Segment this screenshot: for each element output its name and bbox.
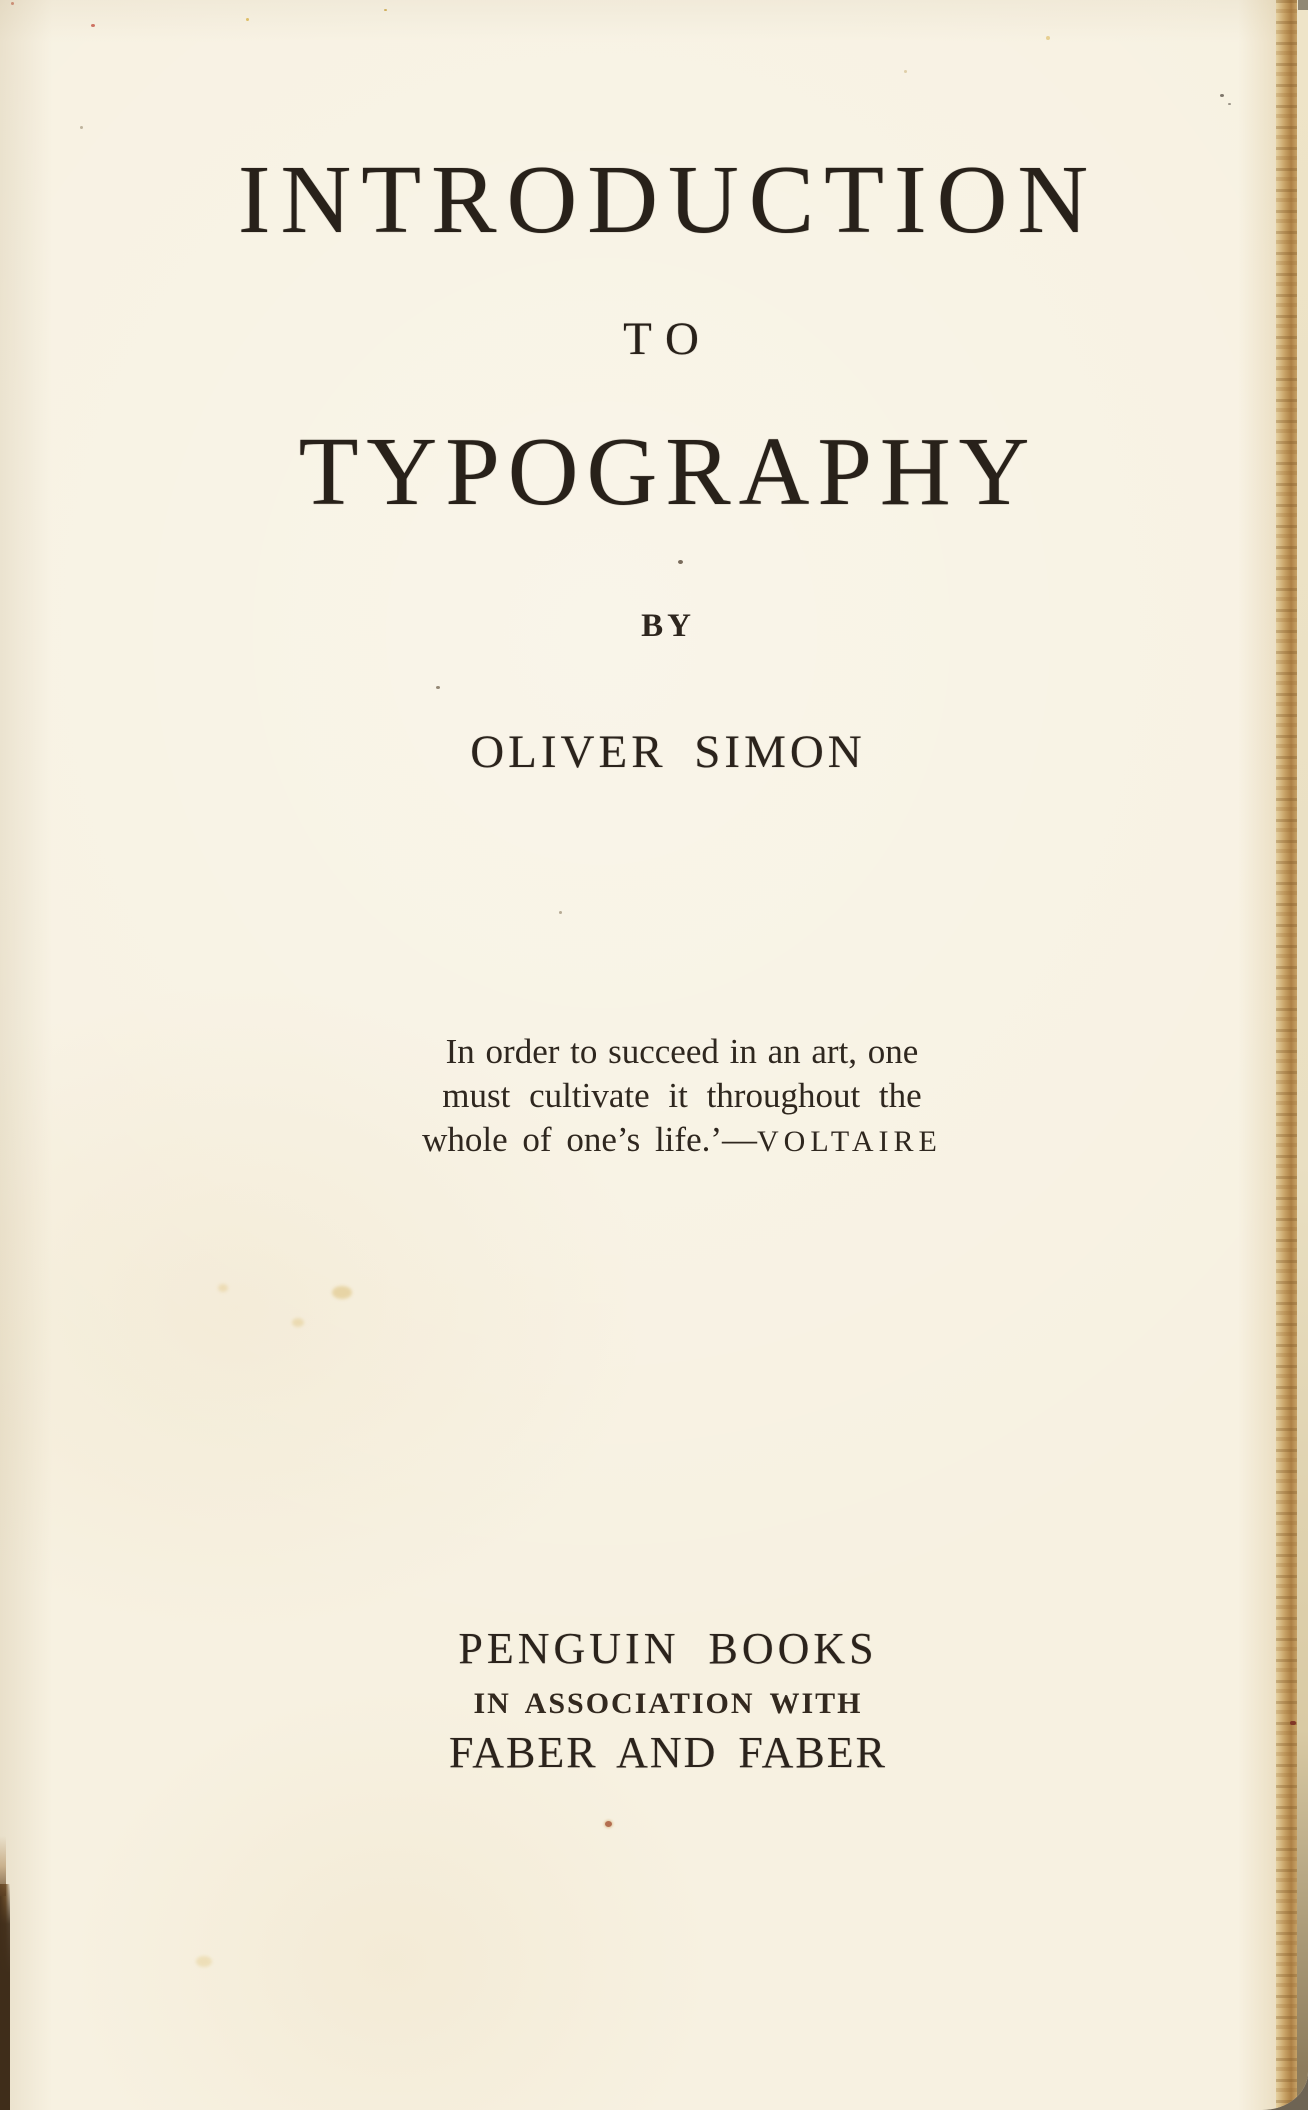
paper-speck <box>91 24 95 27</box>
foxing-spot <box>292 1318 304 1327</box>
paper-speck <box>1046 36 1050 40</box>
page-deckle-edge <box>1276 0 1297 2110</box>
page-edge-shadow <box>1238 0 1278 2110</box>
foxing-spot <box>218 1284 228 1292</box>
paper-speck <box>384 9 387 11</box>
paper-speck <box>246 18 249 21</box>
publisher-line-3: FABER AND FABER <box>448 1728 887 1777</box>
quote-attribution: VOLTAIRE <box>757 1125 942 1158</box>
foxing-spot <box>196 1956 212 1967</box>
paper-speck <box>11 2 14 5</box>
underlying-page-edge <box>1297 0 1308 2110</box>
quote-line-3-text: whole of one’s life.’— <box>422 1120 758 1159</box>
page-title-line-1: INTRODUCTION <box>237 146 1099 254</box>
paper-speck <box>1228 103 1231 105</box>
paper-speck <box>559 911 562 914</box>
paper-speck <box>904 70 907 73</box>
page-title-line-2: TO <box>623 313 713 365</box>
paper-speck <box>678 560 683 564</box>
paper-speck <box>605 1821 612 1827</box>
paper-speck <box>436 686 440 689</box>
publisher-line-2: IN ASSOCIATION WITH <box>473 1687 863 1720</box>
bottom-left-edge-smear <box>0 1836 6 1896</box>
bottom-left-gutter-edge <box>0 1884 10 2110</box>
page-title-line-3: TYPOGRAPHY <box>298 418 1038 526</box>
paper-speck <box>1290 1721 1296 1725</box>
byline-label: BY <box>641 608 695 644</box>
epigraph-quote <box>56 1030 1308 1164</box>
foxing-spot <box>332 1286 352 1299</box>
publisher-line-1: PENGUIN BOOKS <box>458 1624 878 1673</box>
quote-line-3 <box>56 1118 1308 1164</box>
paper-speck <box>80 126 83 129</box>
top-right-corner-notch <box>1298 0 1308 10</box>
author-name: OLIVER SIMON <box>470 726 866 778</box>
quote-line-1: In order to succeed in an art, one <box>445 1032 919 1071</box>
title-page-content <box>28 0 1308 2110</box>
paper-speck <box>1220 94 1224 97</box>
quote-line-2: must cultivate it throughout the <box>442 1076 922 1115</box>
